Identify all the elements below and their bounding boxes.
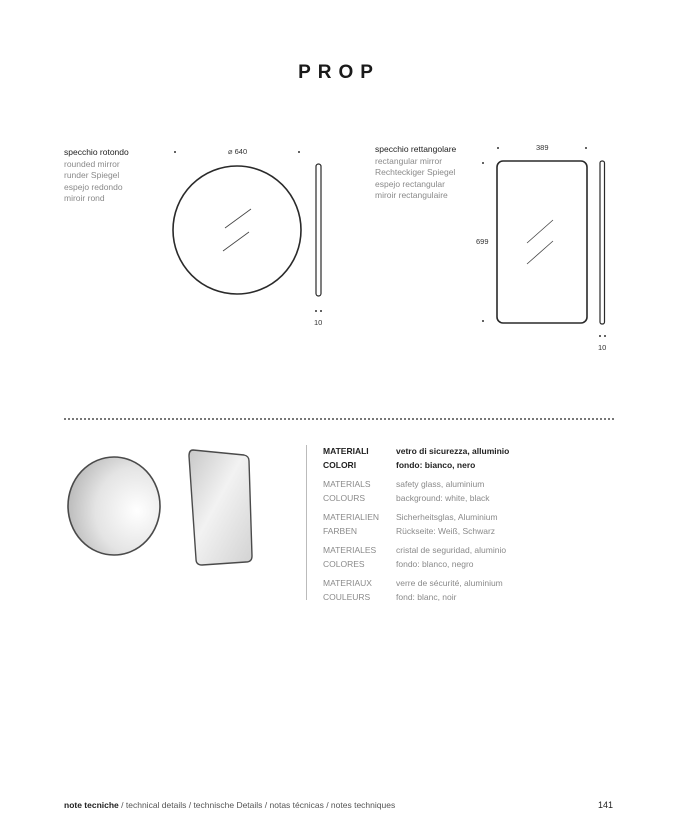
page-title: PROP bbox=[298, 62, 380, 83]
glass-reflection-line bbox=[527, 220, 553, 243]
materials-label: MATERIALS bbox=[323, 479, 371, 489]
rect-mirror-description bbox=[375, 144, 456, 202]
round-mirror-name: specchio rotondo bbox=[64, 147, 129, 157]
dimension-marker bbox=[320, 310, 322, 312]
materials-value: Sicherheitsglas, Aluminium bbox=[396, 512, 498, 522]
rect-mirror-translation: Rechteckiger Spiegel bbox=[375, 167, 456, 177]
colors-label: COLOURS bbox=[323, 493, 366, 503]
rect-mirror-outline bbox=[497, 161, 587, 323]
round-mirror-translation: espejo redondo bbox=[64, 181, 123, 192]
round-mirror-translation: miroir rond bbox=[64, 193, 105, 203]
footer bbox=[64, 800, 395, 810]
materials-label: MATERIALES bbox=[323, 545, 377, 555]
round-diameter-label: ⌀ 640 bbox=[228, 147, 248, 156]
materials-value: safety glass, aluminium bbox=[396, 479, 485, 489]
glass-reflection-line bbox=[527, 241, 553, 264]
rect-mirror-photo bbox=[189, 450, 252, 565]
materials-label: MATERIALIEN bbox=[323, 512, 380, 522]
colors-value: fondo: blanco, negro bbox=[396, 559, 474, 569]
dimension-marker bbox=[315, 310, 317, 312]
colors-value: fond: blanc, noir bbox=[396, 592, 457, 602]
round-mirror-photo bbox=[68, 457, 160, 555]
materials-label: MATERIAUX bbox=[323, 578, 372, 588]
rect-width-label: 389 bbox=[536, 143, 549, 152]
colors-label: FARBEN bbox=[323, 526, 358, 536]
round-mirror-translation: rounded mirror bbox=[64, 158, 120, 169]
materials-separator bbox=[306, 445, 307, 600]
colors-label: COLORI bbox=[323, 460, 357, 470]
round-thickness-label: 10 bbox=[314, 318, 323, 327]
footer-strong: note tecniche bbox=[64, 800, 119, 810]
page-number: 141 bbox=[598, 800, 614, 810]
colors-label: COULEURS bbox=[323, 592, 371, 602]
dimension-marker bbox=[482, 320, 484, 322]
rect-mirror-name: specchio rettangolare bbox=[375, 144, 457, 154]
rect-mirror-translation: rectangular mirror bbox=[375, 155, 443, 166]
glass-reflection-line bbox=[223, 232, 249, 251]
glass-reflection-line bbox=[225, 209, 251, 228]
round-mirror-side-view bbox=[316, 164, 321, 296]
round-mirror-outline bbox=[173, 166, 301, 294]
rect-mirror-side-view bbox=[600, 161, 605, 324]
materials-value: cristal de seguridad, aluminio bbox=[396, 545, 507, 555]
colors-value: background: white, black bbox=[396, 493, 490, 503]
colors-label: COLORES bbox=[323, 559, 365, 569]
dimension-marker bbox=[604, 335, 606, 337]
colors-value: fondo: bianco, nero bbox=[396, 460, 476, 470]
round-mirror-translation: runder Spiegel bbox=[64, 170, 120, 180]
rect-mirror-translation: espejo rectangular bbox=[375, 178, 445, 189]
rect-height-label: 699 bbox=[476, 237, 489, 246]
footer-rest: / technical details / technische Details / notas técnicas / notes techniques bbox=[118, 800, 396, 810]
materials-label: MATERIALI bbox=[323, 446, 369, 456]
dimension-marker bbox=[482, 162, 484, 164]
colors-value: Rückseite: Weiß, Schwarz bbox=[396, 526, 496, 536]
rect-thickness-label: 10 bbox=[598, 343, 607, 352]
rect-mirror-translation: miroir rectangulaire bbox=[375, 190, 448, 200]
dimension-marker bbox=[599, 335, 601, 337]
dimension-marker bbox=[585, 147, 587, 149]
materials-value: verre de sécurité, aluminium bbox=[396, 578, 503, 588]
dimension-marker bbox=[497, 147, 499, 149]
materials-value: vetro di sicurezza, alluminio bbox=[396, 446, 510, 456]
section-divider bbox=[64, 418, 614, 420]
